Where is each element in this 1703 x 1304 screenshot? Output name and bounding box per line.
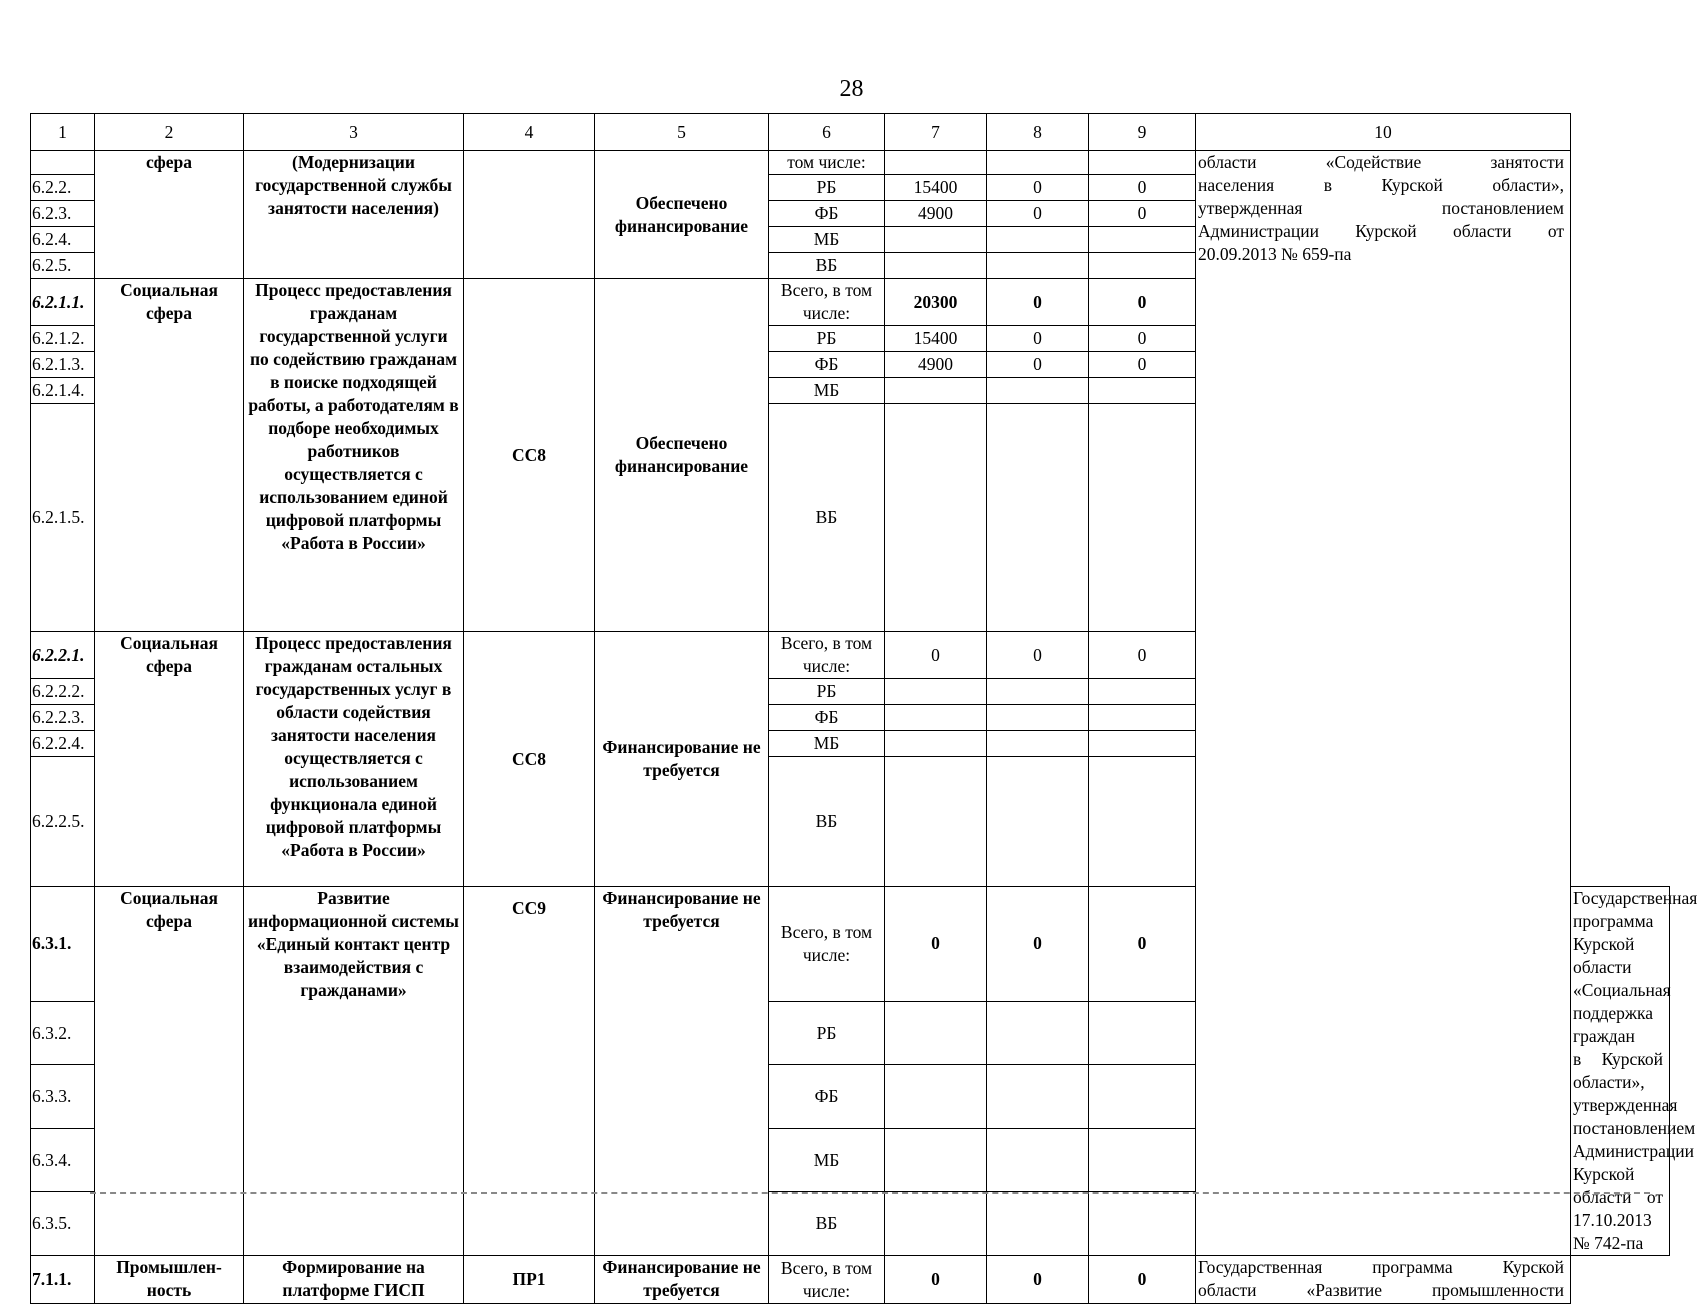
source-cell: РБ — [769, 326, 885, 352]
source-cell: том числе: — [769, 151, 885, 175]
source-cell: ФБ — [769, 201, 885, 227]
program-note-3 — [1196, 1256, 1571, 1304]
note-line: утвержденная постановлением — [1198, 198, 1564, 218]
value-col-7: 0 — [885, 632, 987, 679]
source-cell: МБ — [769, 378, 885, 404]
value-col-7 — [885, 1128, 987, 1192]
value-col-9 — [1089, 757, 1196, 887]
value-col-7: 20300 — [885, 279, 987, 326]
value-col-9 — [1089, 151, 1196, 175]
note-line: Администрации Курской области от — [1198, 221, 1564, 241]
value-col-7 — [885, 757, 987, 887]
value-col-7: 15400 — [885, 326, 987, 352]
header-col-2: 2 — [95, 114, 244, 151]
row-number: 6.2.5. — [31, 253, 95, 279]
status-cell: Финансирование не требуется — [595, 887, 769, 1256]
note-line: области от 17.10.2013 № 742-па — [1573, 1187, 1663, 1253]
value-col-7 — [885, 1065, 987, 1129]
value-col-8 — [987, 705, 1089, 731]
status-cell: Обеспечено финансирование — [595, 151, 769, 279]
value-col-7: 4900 — [885, 201, 987, 227]
source-cell: ФБ — [769, 352, 885, 378]
source-cell: ФБ — [769, 1065, 885, 1129]
code-cell: СС8 — [464, 632, 595, 887]
row-number: 6.3.2. — [31, 1001, 95, 1065]
value-col-8: 0 — [987, 326, 1089, 352]
value-col-8 — [987, 378, 1089, 404]
value-col-9: 0 — [1089, 352, 1196, 378]
value-col-8: 0 — [987, 887, 1089, 1002]
row-number: 6.3.3. — [31, 1065, 95, 1129]
value-col-8 — [987, 1065, 1089, 1129]
row-number: 6.2.4. — [31, 227, 95, 253]
value-col-7 — [885, 404, 987, 632]
row-number: 6.3.4. — [31, 1128, 95, 1192]
row-number: 6.3.5. — [31, 1192, 95, 1256]
value-col-8 — [987, 731, 1089, 757]
source-cell: ВБ — [769, 1192, 885, 1256]
header-col-6: 6 — [769, 114, 885, 151]
row-number: 6.2.1.2. — [31, 326, 95, 352]
value-col-8 — [987, 227, 1089, 253]
header-col-10: 10 — [1196, 114, 1571, 151]
sphere-cell: сфера — [95, 151, 244, 279]
status-cell: Финансирование не требуется — [595, 632, 769, 887]
note-line: области «Развитие промышленности — [1198, 1280, 1564, 1300]
financing-table — [30, 113, 1698, 1304]
sphere-cell: Промышлен-ность — [95, 1256, 244, 1304]
note-line: Государственная программа Курской — [1573, 888, 1698, 954]
source-cell: МБ — [769, 227, 885, 253]
program-note-2 — [1571, 887, 1698, 1256]
sphere-cell: Социальная сфера — [95, 887, 244, 1256]
source-cell: РБ — [769, 175, 885, 201]
value-col-9 — [1089, 1128, 1196, 1192]
value-col-8: 0 — [987, 632, 1089, 679]
code-cell: ПР1 — [464, 1256, 595, 1304]
header-col-1: 1 — [31, 114, 95, 151]
value-col-9: 0 — [1089, 632, 1196, 679]
value-col-8 — [987, 1128, 1089, 1192]
value-col-9 — [1089, 1192, 1196, 1256]
value-col-8 — [987, 253, 1089, 279]
program-note-1 — [1196, 151, 1571, 1256]
value-col-9 — [1089, 1065, 1196, 1129]
value-col-7 — [885, 705, 987, 731]
value-col-8 — [987, 404, 1089, 632]
row-number — [31, 151, 95, 175]
measure-name: Развитие информационной системы «Единый контакт центр взаимодействия с гражданами» — [244, 887, 464, 1256]
value-col-9 — [1089, 731, 1196, 757]
source-cell: МБ — [769, 1128, 885, 1192]
value-col-8: 0 — [987, 352, 1089, 378]
code-cell — [464, 151, 595, 279]
header-row — [31, 114, 1670, 151]
scan-edge-line — [90, 1192, 1650, 1194]
value-col-9 — [1089, 679, 1196, 705]
value-col-7 — [885, 679, 987, 705]
value-col-8: 0 — [987, 279, 1089, 326]
row-number: 6.2.2.2. — [31, 679, 95, 705]
value-col-9: 0 — [1089, 887, 1196, 1002]
table-row — [31, 1256, 1670, 1304]
value-col-7: 4900 — [885, 352, 987, 378]
source-cell: ВБ — [769, 253, 885, 279]
source-cell: Всего, в том числе: — [769, 887, 885, 1002]
source-cell: РБ — [769, 1001, 885, 1065]
header-col-5: 5 — [595, 114, 769, 151]
value-col-9 — [1089, 1001, 1196, 1065]
value-col-7 — [885, 378, 987, 404]
note-line: 20.09.2013 № 659-па — [1198, 244, 1352, 264]
value-col-7 — [885, 253, 987, 279]
row-number: 6.2.2.3. — [31, 705, 95, 731]
header-col-9: 9 — [1089, 114, 1196, 151]
value-col-7: 0 — [885, 1256, 987, 1304]
row-number: 6.2.1.4. — [31, 378, 95, 404]
source-cell: ВБ — [769, 404, 885, 632]
value-col-9 — [1089, 378, 1196, 404]
value-col-8 — [987, 1192, 1089, 1256]
value-col-9 — [1089, 227, 1196, 253]
row-number: 6.2.2.4. — [31, 731, 95, 757]
value-col-9: 0 — [1089, 201, 1196, 227]
value-col-7 — [885, 1192, 987, 1256]
note-line: постановлением Администрации Курской — [1573, 1118, 1696, 1184]
value-col-7 — [885, 151, 987, 175]
header-col-3: 3 — [244, 114, 464, 151]
status-cell: Обеспечено финансирование — [595, 279, 769, 632]
row-number: 6.2.1.3. — [31, 352, 95, 378]
code-cell: СС8 — [464, 279, 595, 632]
measure-name: Процесс предоставления гражданам остальных государственных услуг в области содействия занятости населения осуществляется с использованием функционала единой цифровой платформы «Работа в России» — [244, 632, 464, 887]
note-line: области «Социальная поддержка граждан — [1573, 957, 1671, 1046]
value-col-9 — [1089, 404, 1196, 632]
measure-name: Процесс предоставления гражданам государственной услуги по содействию гражданам в поиске подходящей работы, а работодателям в подборе необходимых работников осуществляется с использованием единой цифровой платформы «Работа в России» — [244, 279, 464, 632]
row-number: 7.1.1. — [31, 1256, 95, 1304]
value-col-8 — [987, 679, 1089, 705]
value-col-7: 0 — [885, 887, 987, 1002]
value-col-9: 0 — [1089, 279, 1196, 326]
value-col-7: 15400 — [885, 175, 987, 201]
row-number: 6.2.1.5. — [31, 404, 95, 632]
status-cell: Финансирование не требуется — [595, 1256, 769, 1304]
row-number: 6.3.1. — [31, 887, 95, 1002]
source-cell: ФБ — [769, 705, 885, 731]
header-col-7: 7 — [885, 114, 987, 151]
value-col-9: 0 — [1089, 1256, 1196, 1304]
code-cell: СС9 — [464, 887, 595, 1256]
sphere-cell: Социальная сфера — [95, 279, 244, 632]
row-number: 6.2.2.5. — [31, 757, 95, 887]
note-line: населения в Курской области», — [1198, 175, 1564, 195]
row-number: 6.2.1.1. — [31, 279, 95, 326]
row-number: 6.2.2.1. — [31, 632, 95, 679]
value-col-9: 0 — [1089, 326, 1196, 352]
measure-name: Формирование на платформе ГИСП — [244, 1256, 464, 1304]
value-col-7 — [885, 227, 987, 253]
note-line: области «Содействие занятости — [1198, 152, 1564, 172]
measure-name: (Модернизации государственной службы занятости населения) — [244, 151, 464, 279]
page-number: 28 — [839, 76, 864, 102]
source-cell: РБ — [769, 679, 885, 705]
value-col-8 — [987, 151, 1089, 175]
value-col-8: 0 — [987, 201, 1089, 227]
note-line: Государственная программа Курской — [1198, 1257, 1564, 1277]
header-col-4: 4 — [464, 114, 595, 151]
value-col-9: 0 — [1089, 175, 1196, 201]
sphere-cell: Социальная сфера — [95, 632, 244, 887]
value-col-7 — [885, 731, 987, 757]
source-cell: МБ — [769, 731, 885, 757]
source-cell: ВБ — [769, 757, 885, 887]
source-cell: Всего, в том числе: — [769, 279, 885, 326]
row-number: 6.2.2. — [31, 175, 95, 201]
value-col-8: 0 — [987, 175, 1089, 201]
source-cell: Всего, в том числе: — [769, 632, 885, 679]
value-col-8 — [987, 757, 1089, 887]
source-cell: Всего, в том числе: — [769, 1256, 885, 1304]
note-line: в Курской области», утвержденная — [1573, 1049, 1678, 1115]
value-col-9 — [1089, 253, 1196, 279]
header-col-8: 8 — [987, 114, 1089, 151]
value-col-7 — [885, 1001, 987, 1065]
value-col-9 — [1089, 705, 1196, 731]
row-number: 6.2.3. — [31, 201, 95, 227]
value-col-8 — [987, 1001, 1089, 1065]
value-col-8: 0 — [987, 1256, 1089, 1304]
table-row — [31, 151, 1670, 175]
